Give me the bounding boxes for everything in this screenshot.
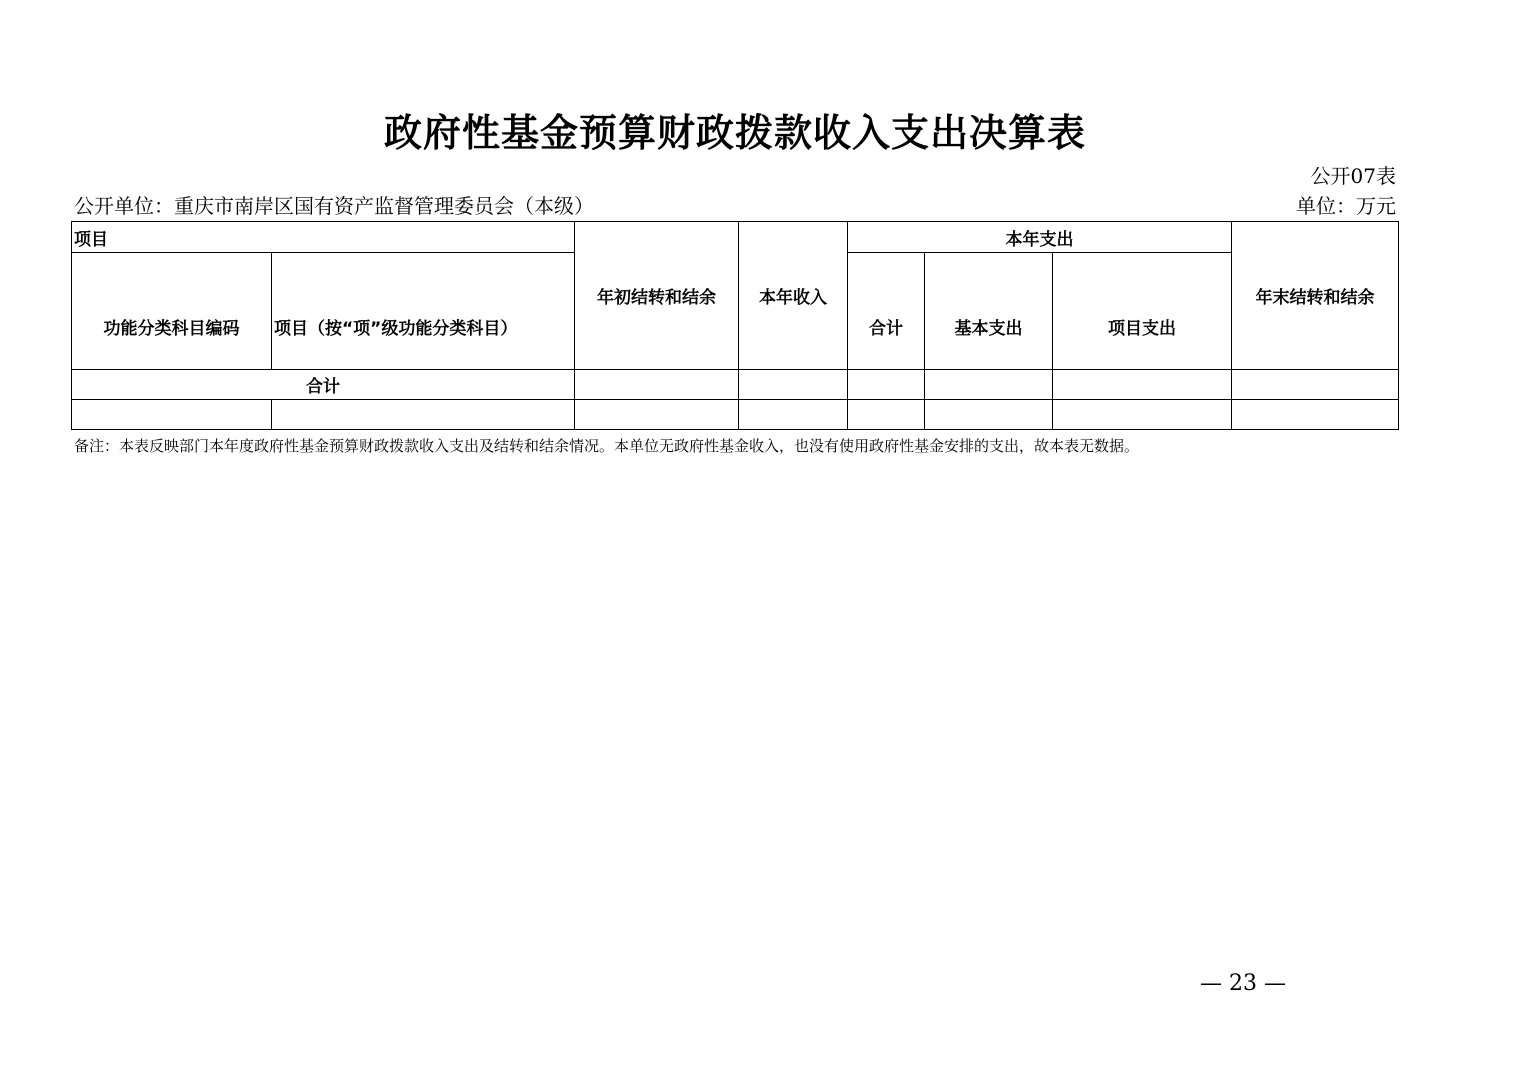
unit-line (74, 193, 1396, 219)
table-number: 公开07表 (1310, 164, 1396, 188)
total-begin-balance (575, 370, 739, 400)
footnote: 备注：本表反映部门本年度政府性基金预算财政拨款收入支出及结转和结余情况。本单位无政府性基金收入，也没有使用政府性基金安排的支出，故本表无数据。 (74, 437, 1140, 455)
table-row (72, 400, 1399, 430)
row-expense-basic (925, 400, 1053, 430)
row-expense-total (848, 400, 925, 430)
row-income (739, 400, 848, 430)
header-expense-project: 项目支出 (1053, 253, 1232, 370)
header-begin-balance: 年初结转和结余 (575, 222, 739, 370)
row-begin-balance (575, 400, 739, 430)
header-income: 本年收入 (739, 222, 848, 370)
total-expense-basic (925, 370, 1053, 400)
header-end-balance: 年末结转和结余 (1232, 222, 1399, 370)
reporting-unit: 公开单位：重庆市南岸区国有资产监督管理委员会（本级） (74, 194, 594, 218)
currency-unit: 单位：万元 (1296, 194, 1396, 218)
page-number: — 23 — (1200, 971, 1286, 996)
row-func-code (72, 400, 272, 430)
total-end-balance (1232, 370, 1399, 400)
row-end-balance (1232, 400, 1399, 430)
header-project-item: 项目（按“项”级功能分类科目） (272, 253, 575, 370)
row-project-item (272, 400, 575, 430)
total-label: 合计 (72, 370, 575, 400)
header-expense-group: 本年支出 (848, 222, 1232, 253)
budget-table (71, 221, 1399, 430)
total-expense-total (848, 370, 925, 400)
header-project: 项目 (72, 222, 575, 253)
total-expense-project (1053, 370, 1232, 400)
header-func-code: 功能分类科目编码 (72, 253, 272, 370)
total-income (739, 370, 848, 400)
total-row (72, 370, 1399, 400)
row-expense-project (1053, 400, 1232, 430)
header-expense-basic: 基本支出 (925, 253, 1053, 370)
header-expense-total: 合计 (848, 253, 925, 370)
page-title: 政府性基金预算财政拨款收入支出决算表 (383, 111, 1086, 155)
